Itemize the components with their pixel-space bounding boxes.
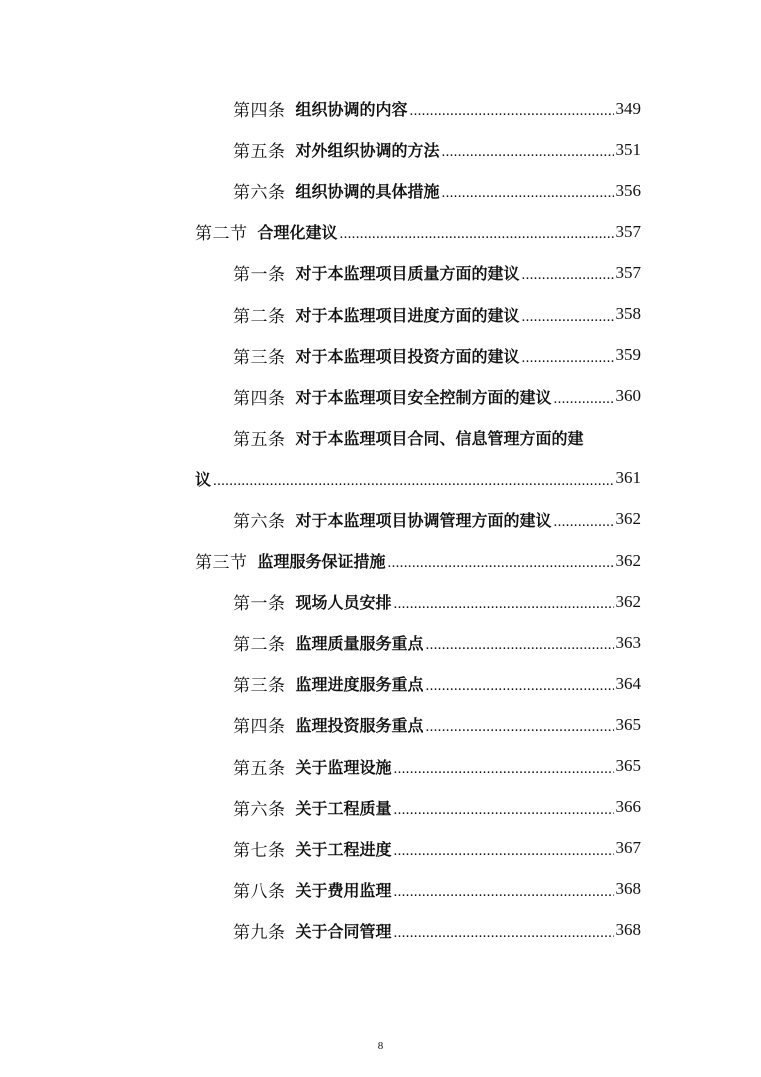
toc-entry-number: 第三节: [195, 553, 248, 573]
toc-entry-title: 关于合同管理: [295, 921, 392, 941]
toc-entry-title: 对于本监理项目质量方面的建议: [295, 264, 520, 284]
toc-entry[interactable]: [0, 376, 641, 417]
toc-entry-number: 第六条: [233, 183, 286, 203]
toc-entry-page: 368: [615, 879, 641, 899]
toc-entry-title: 对外组织协调的方法: [295, 141, 440, 161]
toc-leader-dots: [394, 925, 614, 942]
toc-entry[interactable]: [0, 417, 641, 458]
toc-entry[interactable]: [0, 704, 641, 745]
toc-entry-number: 第二节: [195, 224, 248, 244]
toc-entry-page: 358: [615, 304, 641, 324]
toc-entry-page: 364: [615, 673, 641, 693]
toc-leader-dots: [426, 637, 614, 654]
toc-leader-dots: [340, 226, 614, 243]
toc-entry-number: 第五条: [233, 758, 286, 778]
toc-entry-page: 361: [615, 468, 641, 488]
toc-entry[interactable]: [0, 88, 641, 129]
toc-entry-title: 监理质量服务重点: [295, 634, 424, 654]
toc-entry-page: 366: [615, 797, 641, 817]
toc-entry[interactable]: [0, 746, 641, 787]
toc-entry-page: 367: [615, 838, 641, 858]
toc-entry-title: 关于工程质量: [295, 798, 392, 818]
toc-leader-dots: [394, 884, 614, 901]
toc-entry-page: 362: [615, 509, 641, 529]
toc-leader-dots: [554, 514, 614, 531]
toc-entry-number: 第六条: [233, 511, 286, 531]
toc-entry-number: 第四条: [233, 388, 286, 408]
toc-entry-number: 第五条: [233, 142, 286, 162]
toc-entry-title: 对于本监理项目协调管理方面的建议: [295, 510, 552, 530]
page-number-footer: 8: [377, 1040, 384, 1052]
toc-leader-dots: [410, 103, 614, 120]
toc-entry-page: 349: [615, 98, 641, 118]
toc-entry-title: 关于工程进度: [295, 839, 392, 859]
toc-entry[interactable]: [0, 869, 641, 910]
toc-entry-title: 现场人员安排: [295, 593, 392, 613]
toc-entry-title: 对于本监理项目合同、信息管理方面的建: [295, 428, 584, 448]
toc-entry[interactable]: [0, 170, 641, 211]
toc-entry-title: 监理服务保证措施: [257, 552, 386, 572]
toc-entry[interactable]: [0, 581, 641, 622]
toc-entry[interactable]: [0, 293, 641, 334]
toc-entry[interactable]: [0, 663, 641, 704]
toc-entry-number: 第二条: [233, 635, 286, 655]
toc-entry-page: 357: [615, 221, 641, 241]
toc-entry-title: 合理化建议: [257, 223, 338, 243]
toc-entry[interactable]: [0, 499, 641, 540]
toc-entry-number: 第九条: [233, 922, 286, 942]
toc-entry-title: 监理进度服务重点: [295, 675, 424, 695]
toc-leader-dots: [522, 267, 614, 284]
toc-entry-page: 360: [615, 386, 641, 406]
toc-entry[interactable]: [0, 910, 641, 951]
toc-entry-number: 第四条: [233, 717, 286, 737]
toc-leader-dots: [522, 350, 614, 367]
toc-entry-page: 368: [615, 920, 641, 940]
toc-entry-number: 第八条: [233, 881, 286, 901]
toc-entry-title: 关于费用监理: [295, 880, 392, 900]
toc-leader-dots: [442, 144, 614, 161]
toc-entry[interactable]: [0, 787, 641, 828]
toc-leader-dots: [554, 391, 614, 408]
toc-entry-continuation[interactable]: [0, 458, 641, 499]
toc-entry-number: 第五条: [233, 429, 286, 449]
toc-leader-dots: [442, 185, 614, 202]
toc-entry[interactable]: [0, 129, 641, 170]
toc-entry-title-continuation: 议: [195, 469, 212, 489]
toc-leader-dots: [426, 719, 614, 736]
toc-entry-number: 第六条: [233, 799, 286, 819]
toc-leader-dots: [394, 761, 614, 778]
toc-entry-number: 第一条: [233, 265, 286, 285]
toc-entry-number: 第二条: [233, 306, 286, 326]
toc-entry-number: 第三条: [233, 676, 286, 696]
toc-entry-number: 第一条: [233, 594, 286, 614]
toc-entry[interactable]: [0, 252, 641, 293]
toc-entry-page: 365: [615, 756, 641, 776]
toc-leader-dots: [388, 555, 614, 572]
toc-entry-title: 关于监理设施: [295, 757, 392, 777]
toc-entry-page: 363: [615, 632, 641, 652]
toc-entry-page: 357: [615, 262, 641, 282]
toc-section-entry[interactable]: [0, 211, 641, 252]
toc-entry-page: 365: [615, 714, 641, 734]
toc-entry-number: 第三条: [233, 347, 286, 367]
toc-leader-dots: [213, 473, 613, 490]
toc-entry-page: 362: [615, 550, 641, 570]
table-of-contents: [0, 88, 761, 951]
toc-entry-page: 362: [615, 591, 641, 611]
toc-entry[interactable]: [0, 335, 641, 376]
toc-leader-dots: [394, 596, 614, 613]
toc-entry-number: 第四条: [233, 101, 286, 121]
toc-entry-page: 356: [615, 180, 641, 200]
toc-leader-dots: [426, 678, 614, 695]
toc-leader-dots: [522, 309, 614, 326]
toc-entry-number: 第七条: [233, 840, 286, 860]
toc-leader-dots: [394, 843, 614, 860]
toc-entry-page: 359: [615, 345, 641, 365]
toc-entry-title: 对于本监理项目投资方面的建议: [295, 346, 520, 366]
toc-entry-title: 对于本监理项目安全控制方面的建议: [295, 387, 552, 407]
toc-entry[interactable]: [0, 622, 641, 663]
toc-entry-page: 351: [615, 139, 641, 159]
toc-entry-title: 组织协调的具体措施: [295, 182, 440, 202]
toc-entry[interactable]: [0, 828, 641, 869]
toc-entry-title: 组织协调的内容: [295, 100, 408, 120]
toc-entry-title: 对于本监理项目进度方面的建议: [295, 305, 520, 325]
toc-entry-title: 监理投资服务重点: [295, 716, 424, 736]
toc-section-entry[interactable]: [0, 540, 641, 581]
toc-leader-dots: [394, 802, 614, 819]
